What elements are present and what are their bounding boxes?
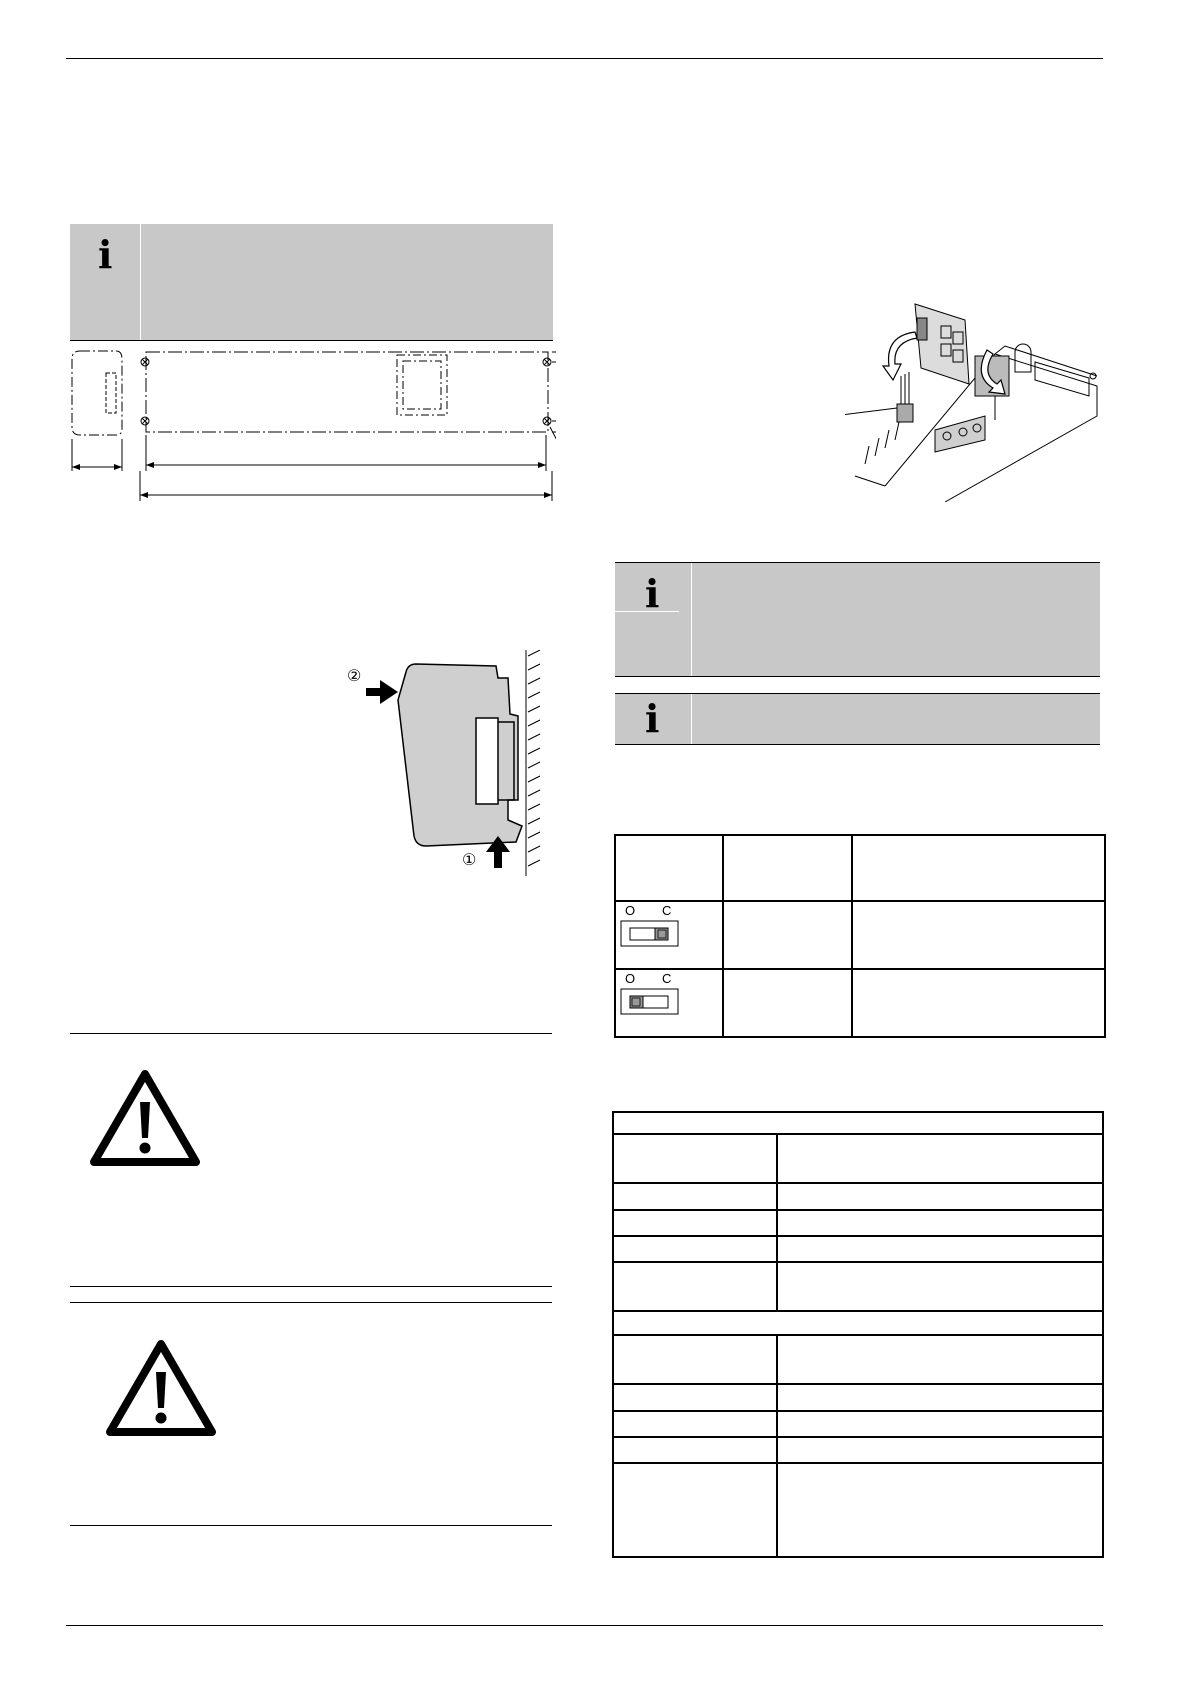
switch-label-open: O — [625, 903, 636, 918]
warning-triangle-icon — [104, 1338, 218, 1438]
table-row — [613, 1236, 1103, 1262]
switch-setting-table — [614, 834, 1106, 1038]
info-box-divider — [140, 224, 141, 340]
table-row — [613, 1183, 1103, 1209]
circuit-board-figure — [845, 296, 1105, 502]
header-rule — [66, 58, 1103, 59]
table-row — [615, 835, 1105, 901]
info-box-bottom-rule — [70, 340, 553, 341]
table-section-header — [613, 1311, 1103, 1335]
info-icon: i — [645, 696, 660, 741]
table-row — [613, 1411, 1103, 1437]
table-row — [613, 1210, 1103, 1236]
switch-closed — [616, 902, 722, 966]
side-view-outline — [72, 351, 122, 435]
side-view-rail — [106, 373, 116, 413]
info-box-divider — [691, 694, 692, 744]
table-row — [613, 1335, 1103, 1384]
table-row — [613, 1384, 1103, 1410]
info-note-box — [615, 694, 1100, 744]
warning-1-bottom-rule — [70, 1286, 552, 1287]
table-row — [613, 1437, 1103, 1463]
din-rail-mounting-figure — [346, 650, 546, 880]
table-row — [615, 901, 1105, 969]
footer-rule — [66, 1625, 1103, 1626]
table-row — [613, 1463, 1103, 1557]
info-box-2-bottom-rule — [615, 676, 1100, 677]
din-rail — [476, 718, 498, 804]
cutout-inner — [403, 361, 441, 409]
technical-data-table — [612, 1111, 1104, 1558]
table-section-header — [613, 1112, 1103, 1134]
cutout-outline — [397, 355, 447, 415]
device-housing — [398, 664, 522, 846]
callout-2: ② — [347, 668, 362, 685]
wall-hatching — [528, 650, 540, 866]
table-row — [613, 1262, 1103, 1311]
slide-switch-icon — [620, 988, 680, 1016]
switch-label-closed: C — [662, 903, 672, 918]
warning-triangle-icon — [88, 1068, 202, 1168]
warning-2-bottom-rule — [70, 1525, 552, 1526]
front-view-outline — [146, 352, 548, 432]
info-box-3-bottom-rule — [615, 744, 1100, 745]
info-note-box — [70, 224, 553, 340]
info-icon: i — [645, 571, 660, 616]
switch-open — [616, 970, 722, 1034]
warning-2-top-rule — [70, 1302, 552, 1303]
info-box-divider — [691, 563, 692, 676]
info-note-box — [615, 563, 1100, 676]
mounting-dimension-drawing — [66, 343, 556, 506]
table-row — [613, 1134, 1103, 1183]
switch-label-closed: C — [662, 971, 672, 986]
table-row — [615, 969, 1105, 1037]
callout-1: ① — [462, 852, 477, 869]
curved-arrow-1 — [883, 332, 917, 380]
switch-label-open: O — [625, 971, 636, 986]
slide-switch-icon — [620, 920, 680, 948]
leader-line — [550, 427, 556, 469]
info-icon: i — [98, 232, 113, 277]
push-arrow-2 — [366, 680, 398, 704]
figure-leader — [845, 408, 897, 422]
warning-1-top-rule — [70, 1033, 552, 1034]
